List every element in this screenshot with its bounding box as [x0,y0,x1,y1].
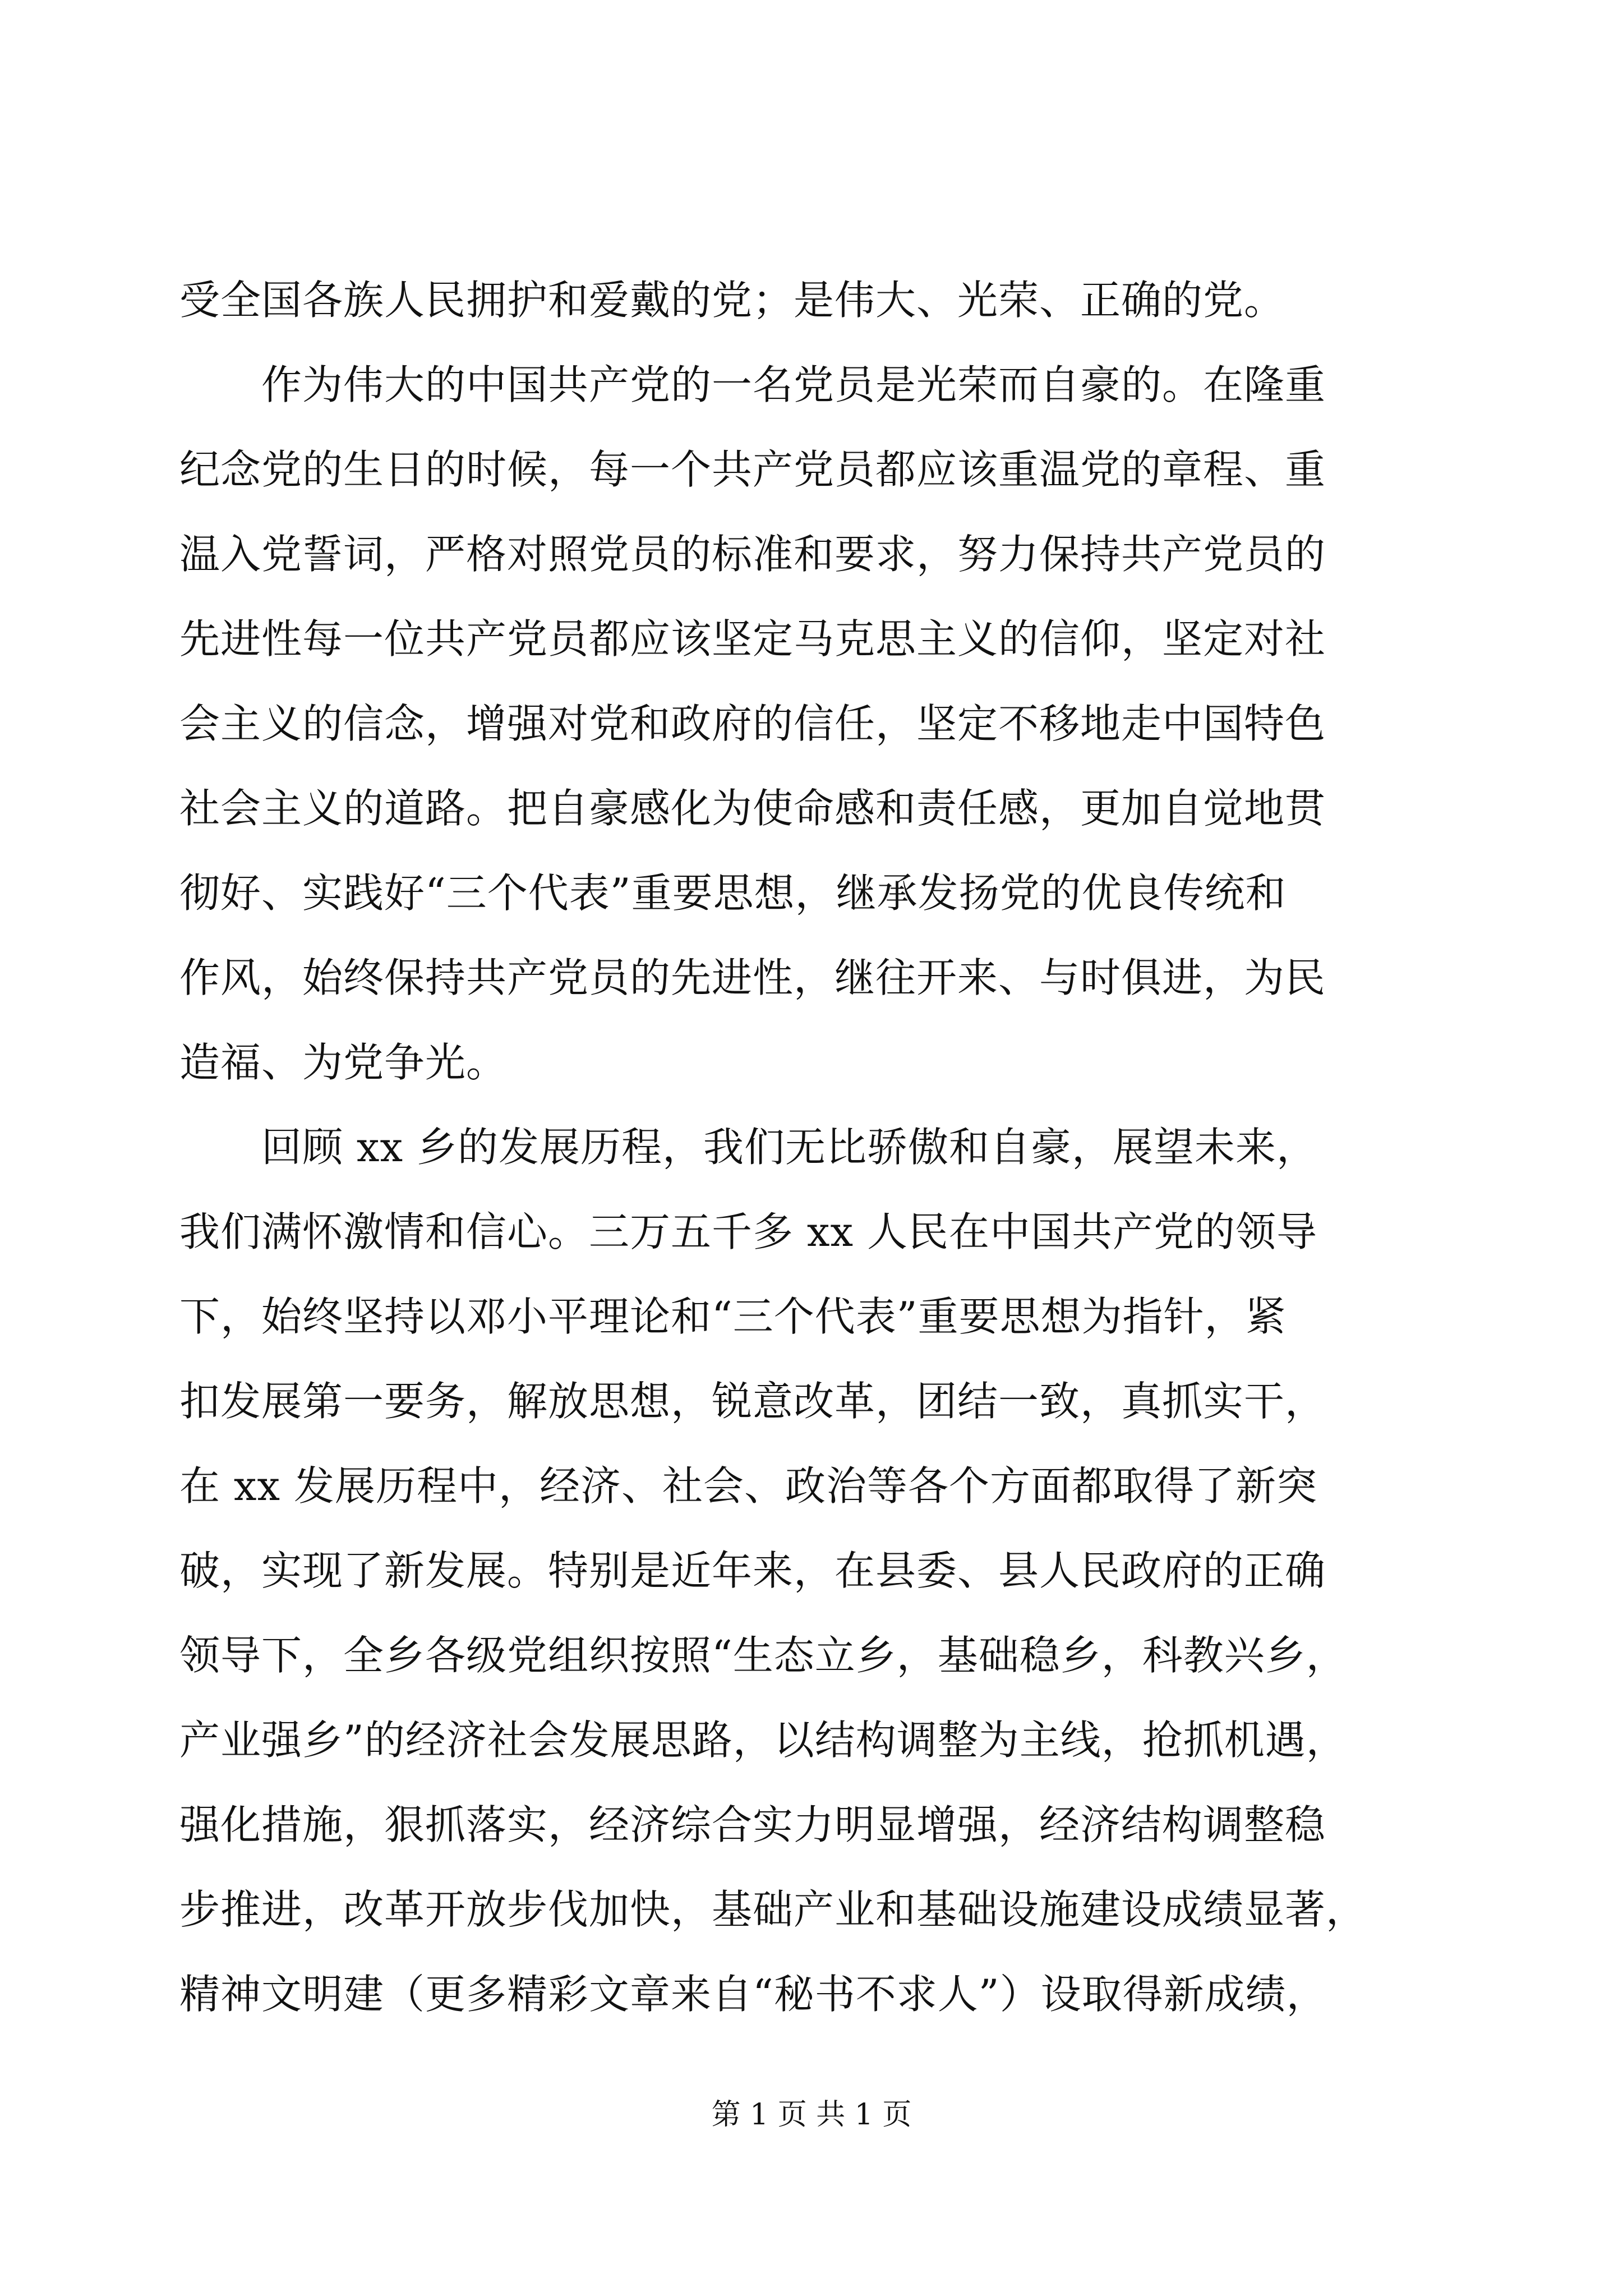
body-text [179,258,1441,2037]
text-line: 扣发展第一要务，解放思想，锐意改革，团结一致，真抓实干， [179,1378,1326,1425]
text-line: 彻好、实践好“三个代表”重要思想，继承发扬党的优良传统和 [179,869,1287,917]
text-line: 精神文明建（更多精彩文章来自“秘书不求人”）设取得新成绩， [179,1971,1327,2018]
text-line: 造福、为党争光。 [179,1039,508,1086]
text-line: 温入党誓词，严格对照党员的标准和要求，努力保持共产党员的 [179,531,1326,578]
text-line: 会主义的信念，增强对党和政府的信任，坚定不移地走中国特色 [179,700,1326,747]
text-line: 破，实现了新发展。特别是近年来，在县委、县人民政府的正确 [179,1547,1326,1594]
text-line: 先进性每一位共产党员都应该坚定马克思主义的信仰，坚定对社 [179,615,1326,662]
text-line: 步推进，改革开放步伐加快，基础产业和基础设施建设成绩显著， [179,1886,1367,1933]
text-line: 领导下，全乡各级党组织按照“生态立乡，基础稳乡，科教兴乡， [179,1632,1347,1679]
text-line: 下，始终坚持以邓小平理论和“三个代表”重要思想为指针，紧 [179,1293,1287,1340]
text-line: 社会主义的道路。把自豪感化为使命感和责任感，更加自觉地贯 [179,785,1326,832]
text-line: 产业强乡”的经济社会发展思路，以结构调整为主线，抢抓机遇， [179,1717,1347,1764]
text-line: 受全国各族人民拥护和爱戴的党；是伟大、光荣、正确的党。 [179,277,1285,324]
text-line: 作为伟大的中国共产党的一名党员是光荣而自豪的。在隆重 [179,361,1326,408]
text-line: 我们满怀激情和信心。三万五千多 xx 人民在中国共产党的领导 [179,1208,1317,1255]
text-line: 在 xx 发展历程中，经济、社会、政治等各个方面都取得了新突 [179,1462,1317,1510]
text-line: 作风，始终保持共产党员的先进性，继往开来、与时俱进，为民 [179,954,1326,1001]
text-line: 纪念党的生日的时候，每一个共产党员都应该重温党的章程、重 [179,446,1326,493]
page-number-footer: 第 1 页 共 1 页 [711,2098,912,2132]
text-line: 回顾 xx 乡的发展历程，我们无比骄傲和自豪，展望未来， [179,1124,1317,1171]
text-line: 强化措施，狠抓落实，经济综合实力明显增强，经济结构调整稳 [179,1801,1326,1848]
